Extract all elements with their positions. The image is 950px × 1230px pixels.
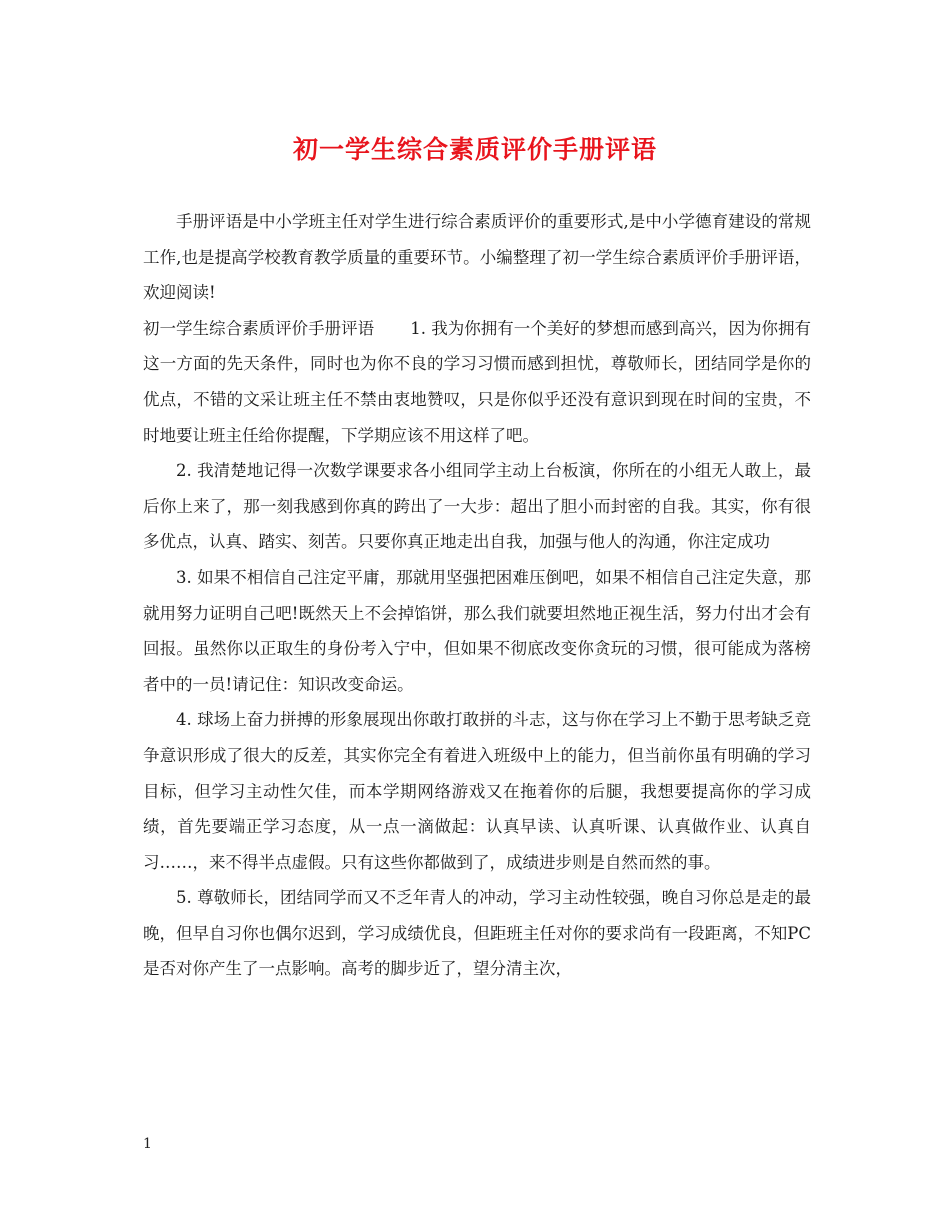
comment-item-3: 3. 如果不相信自己注定平庸，那就用坚强把困难压倒吧，如果不相信自己注定失意，那就用努力证明自己吧!既然天上不会掉馅饼，那么我们就要坦然地正视生活，努力付出才会有回报。虽然你以正取生的身份考入宁中，但如果不彻底改变你贪玩的习惯，很可能成为落榜者中的一员!请记住：知识改变命运。	[143, 567, 811, 694]
comment-item-5: 5. 尊敬师长，团结同学而又不乏年青人的冲动，学习主动性较强，晚自习你总是走的最晚，但早自习你也偶尔迟到，学习成绩优良，但距班主任对你的要求尚有一段距离，不知PC是否对你产生了一点影响。高考的脚步近了，望分清主次，	[143, 888, 811, 979]
comment-item-4: 4. 球场上奋力拼搏的形象展现出你敢打敢拼的斗志，这与你在学习上不勤于思考缺乏竞争意识形成了很大的反差，其实你完全有着进入班级中上的能力，但当前你虽有明确的学习目标，但学习主动性欠佳，而本学期网络游戏又在拖着你的后腿，我想要提高你的学习成绩，首先要端正学习态度，从一点一滴做起：认真早读、认真听课、认真做作业、认真自习……，来不得半点虚假。只有这些你都做到了，成绩进步则是自然而然的事。	[143, 710, 811, 872]
document-body	[143, 204, 811, 987]
intro-paragraph: 手册评语是中小学班主任对学生进行综合素质评价的重要形式,是中小学德育建设的常规工作,也是提高学校教育教学质量的重要环节。小编整理了初一学生综合素质评价手册评语，欢迎阅读!	[143, 212, 811, 303]
subheading-paragraph	[143, 311, 811, 453]
page-number: 1	[143, 1136, 152, 1152]
comment-item-1: 1. 我为你拥有一个美好的梦想而感到高兴，因为你拥有这一方面的先天条件，同时也为你不良的学习习惯而感到担忧，尊敬师长，团结同学是你的优点，不错的文采让班主任不禁由衷地赞叹，只是你似乎还没有意识到现在时间的宝贵，不时地要让班主任给你提醒，下学期应该不用这样了吧。	[143, 318, 812, 445]
page-title: 初一学生综合素质评价手册评语	[292, 135, 657, 164]
subheading: 初一学生综合素质评价手册评语	[143, 318, 375, 338]
comment-item-2: 2. 我清楚地记得一次数学课要求各小组同学主动上台板演，你所在的小组无人敢上，最后你上来了，那一刻我感到你真的跨出了一大步：超出了胆小而封密的自我。其实，你有很多优点，认真、踏实、刻苦。只要你真正地走出自我，加强与他人的沟通，你注定成功	[143, 461, 811, 552]
